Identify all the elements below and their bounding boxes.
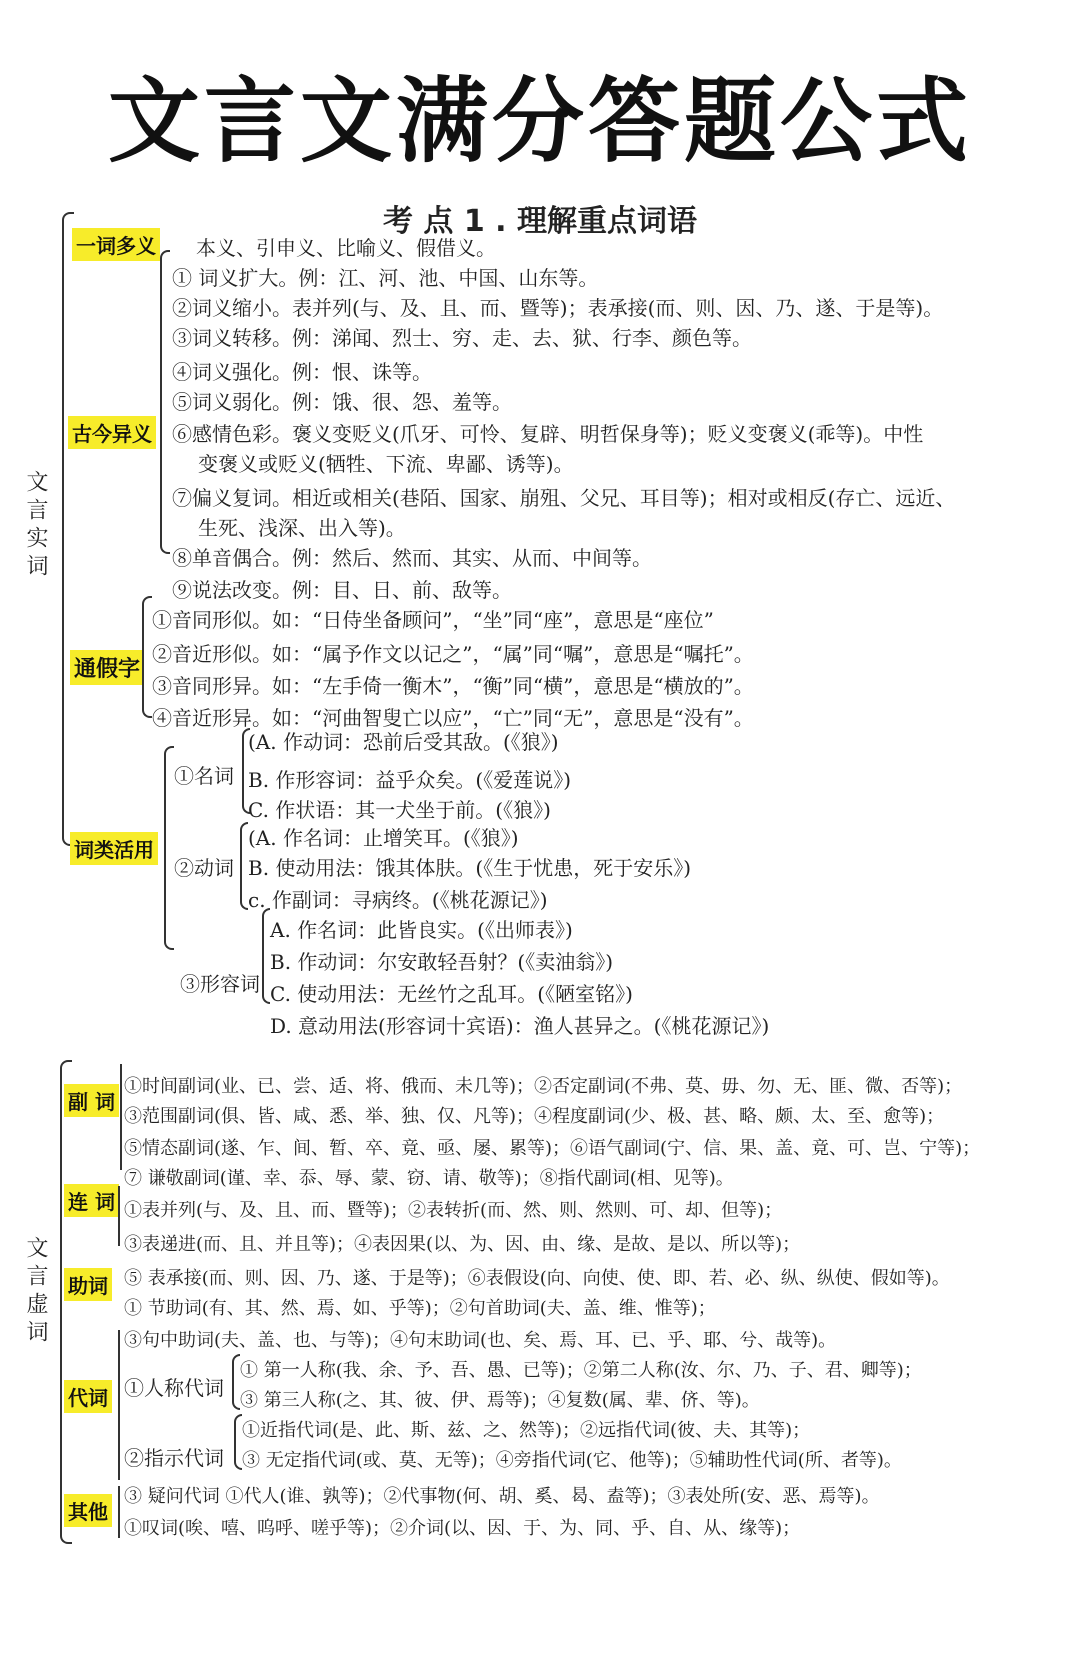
- lianci-tag: 连 词: [64, 1184, 119, 1217]
- renchen-label: ①人称代词: [124, 1376, 224, 1400]
- dongci-brace: [240, 822, 248, 910]
- zhishi-label: ②指示代词: [124, 1446, 224, 1470]
- fuci-line-1: ①时间副词(业、已、尝、适、将、俄而、未几等)；②否定副词(不弗、莫、毋、勿、无、匪、微、否等)；: [124, 1076, 963, 1097]
- gujin-line-8: ⑦偏义复词。相近或相关(巷陌、国家、崩殂、父兄、耳目等)；相对或相反(存亡、远近、: [172, 486, 956, 510]
- xingrongci-item-d: D. 意动用法(形容词十宾语)：渔人甚异之。(《桃花源记》): [270, 1014, 770, 1038]
- gujin-line-5: ⑤词义弱化。例：饿、很、怨、羞等。: [172, 390, 512, 414]
- cileihuoyong-tag: 词类活用: [70, 832, 158, 865]
- xingrongci-label: ③形容词: [180, 972, 260, 996]
- zhuci-line-3: ③句中助词(夫、盖、也、与等)；④句末助词(也、矣、焉、耳、已、乎、耶、兮、哉等)。: [124, 1330, 837, 1351]
- zhishi-brace: [234, 1414, 242, 1470]
- shici-label: 文言实词: [23, 470, 48, 582]
- yicitoyi-tag: 一词多义: [72, 228, 160, 261]
- lianci-line-1: ①表并列(与、及、且、而、暨等)；②表转折(而、然、则、然则、可、却、但等)；: [124, 1200, 783, 1221]
- xingrongci-item-b: B. 作动词：尔安敢轻吾射？(《卖油翁》): [270, 950, 614, 974]
- qita-tag: 其他: [64, 1494, 112, 1527]
- dongci-item-c: c. 作副词：寻病终。(《桃花源记》): [248, 888, 548, 912]
- fuci-tag: 副 词: [64, 1084, 119, 1117]
- zhuci-tag: 助词: [64, 1268, 112, 1301]
- gujin-line-9: 生死、浅深、出入等)。: [198, 516, 406, 540]
- tongjiazi-line-2: ②音近形似。如：“属予作文以记之”，“属”同“嘱”，意思是“嘱托”。: [152, 642, 754, 666]
- tongjiazi-line-4: ④音近形异。如：“河曲智叟亡以应”，“亡”同“无”，意思是“没有”。: [152, 706, 754, 730]
- zhishi-line-2: ③ 无定指代词(或、莫、无等)；④旁指代词(它、他等)；⑤辅助性代词(所、者等)。: [242, 1450, 902, 1471]
- xingrongci-brace: [262, 908, 270, 1004]
- mingci-item-a: (A. 作动词：恐前后受其敌。(《狼》): [248, 730, 559, 754]
- renchen-line-1: ① 第一人称(我、余、予、吾、愚、已等)；②第二人称(汝、尔、乃、子、君、卿等)；: [240, 1360, 922, 1381]
- gujin-line-3: ③词义转移。例：涕闻、烈士、穷、走、去、狱、行李、颜色等。: [172, 326, 752, 350]
- fuci-line-4: ⑦ 谦敬副词(谨、幸、忝、辱、蒙、窃、请、敬等)；⑧指代副词(相、见等)。: [124, 1168, 734, 1189]
- dongci-label: ②动词: [174, 856, 234, 880]
- tongjiazi-brace: [142, 596, 152, 718]
- zhuci-line-1: ⑤ 表承接(而、则、因、乃、遂、于是等)；⑥表假设(向、向使、使、即、若、必、纵、纵使、假如等)。: [124, 1268, 950, 1289]
- tongjiazi-line-3: ③音同形异。如：“左手倚一衡木”，“衡”同“横”，意思是“横放的”。: [152, 674, 754, 698]
- daici-bar: [118, 1330, 120, 1480]
- qita-line: ①叹词(唉、嘻、呜呼、嗟乎等)；②介词(以、因、于、为、同、乎、自、从、缘等)；: [124, 1518, 801, 1539]
- xingrongci-item-a: A. 作名词：此皆良实。(《出师表》): [270, 918, 573, 942]
- gujin-line-2: ②词义缩小。表并列(与、及、且、而、暨等)；表承接(而、则、因、乃、遂、于是等)。: [172, 296, 944, 320]
- mingci-item-b: B. 作形容词：益乎众矣。(《爱莲说》): [248, 768, 572, 792]
- tongjiazi-tag: 通假字: [70, 650, 144, 685]
- xuci-label: 文言虚词: [23, 1236, 48, 1348]
- fuci-bar: [120, 1064, 122, 1170]
- renchen-line-2: ③ 第三人称(之、其、彼、伊、焉等)；④复数(属、辈、侪、等)。: [240, 1390, 760, 1411]
- mingci-label: ①名词: [174, 764, 234, 788]
- mingci-item-c: C. 作状语：其一犬坐于前。(《狼》): [248, 798, 551, 822]
- qita-bar: [118, 1486, 120, 1538]
- gujin-line-11: ⑨说法改变。例：目、日、前、敌等。: [172, 578, 512, 602]
- gujin-line-1: ① 词义扩大。例：江、河、池、中国、山东等。: [172, 266, 599, 290]
- tongjiazi-line-1: ①音同形似。如：“日侍坐备顾问”，“坐”同“座”，意思是“座位”: [152, 608, 714, 632]
- dongci-item-b: B. 使动用法：饿其体肤。(《生于忧患，死于安乐》): [248, 856, 692, 880]
- gujinyiyi-tag: 古今异义: [68, 416, 156, 449]
- xingrongci-item-c: C. 使动用法：无丝竹之乱耳。(《陋室铭》): [270, 982, 633, 1006]
- page-title: 文言文满分答题公式: [107, 68, 972, 175]
- zhishi-line-1: ①近指代词(是、此、斯、兹、之、然等)；②远指代词(彼、夫、其等)；: [242, 1420, 811, 1441]
- yicitoyi-line: 本义、引申义、比喻义、假借义。: [196, 236, 496, 260]
- dongci-item-a: (A. 作名词：止增笑耳。(《狼》): [248, 826, 519, 850]
- cileihuoyong-brace: [164, 746, 174, 950]
- zhuci-line-2: ① 节助词(有、其、然、焉、如、乎等)；②句首助词(夫、盖、维、惟等)；: [124, 1298, 716, 1319]
- lianci-bar: [118, 1186, 120, 1246]
- fuci-line-2: ③范围副词(俱、皆、咸、悉、举、独、仅、凡等)；④程度副词(少、极、甚、略、颇、太、至、愈等)；: [124, 1106, 945, 1127]
- gujin-line-7: 变褒义或贬义(牺牲、下流、卑鄙、诱等)。: [198, 452, 574, 476]
- lianci-line-2: ③表递进(而、且、并且等)；④表因果(以、为、因、由、缘、是故、是以、所以等)；: [124, 1234, 801, 1255]
- shici-brace: [62, 212, 74, 846]
- gujin-line-4: ④词义强化。例：恨、诛等。: [172, 360, 432, 384]
- daici-tag: 代词: [64, 1380, 112, 1413]
- fuci-line-3: ⑤情态副词(遂、乍、间、暂、卒、竟、亟、屡、累等)；⑥语气副词(宁、信、果、盖、竟、可、岂、宁等)；: [124, 1138, 981, 1159]
- renchen-brace: [232, 1354, 240, 1410]
- gujin-line-6: ⑥感情色彩。褒义变贬义(爪牙、可怜、复辟、明哲保身等)；贬义变褒义(乖等)。中性: [172, 422, 924, 446]
- gujinyiyi-brace: [160, 250, 170, 554]
- section-subtitle: 考 点 1 . 理解重点词语: [382, 204, 698, 239]
- xuci-brace: [60, 1060, 72, 1544]
- yiwen-line: ③ 疑问代词 ①代人(谁、孰等)；②代事物(何、胡、奚、曷、盍等)；③表处所(安、恶、焉等)。: [124, 1486, 880, 1507]
- gujin-line-10: ⑧单音偶合。例：然后、然而、其实、从而、中间等。: [172, 546, 652, 570]
